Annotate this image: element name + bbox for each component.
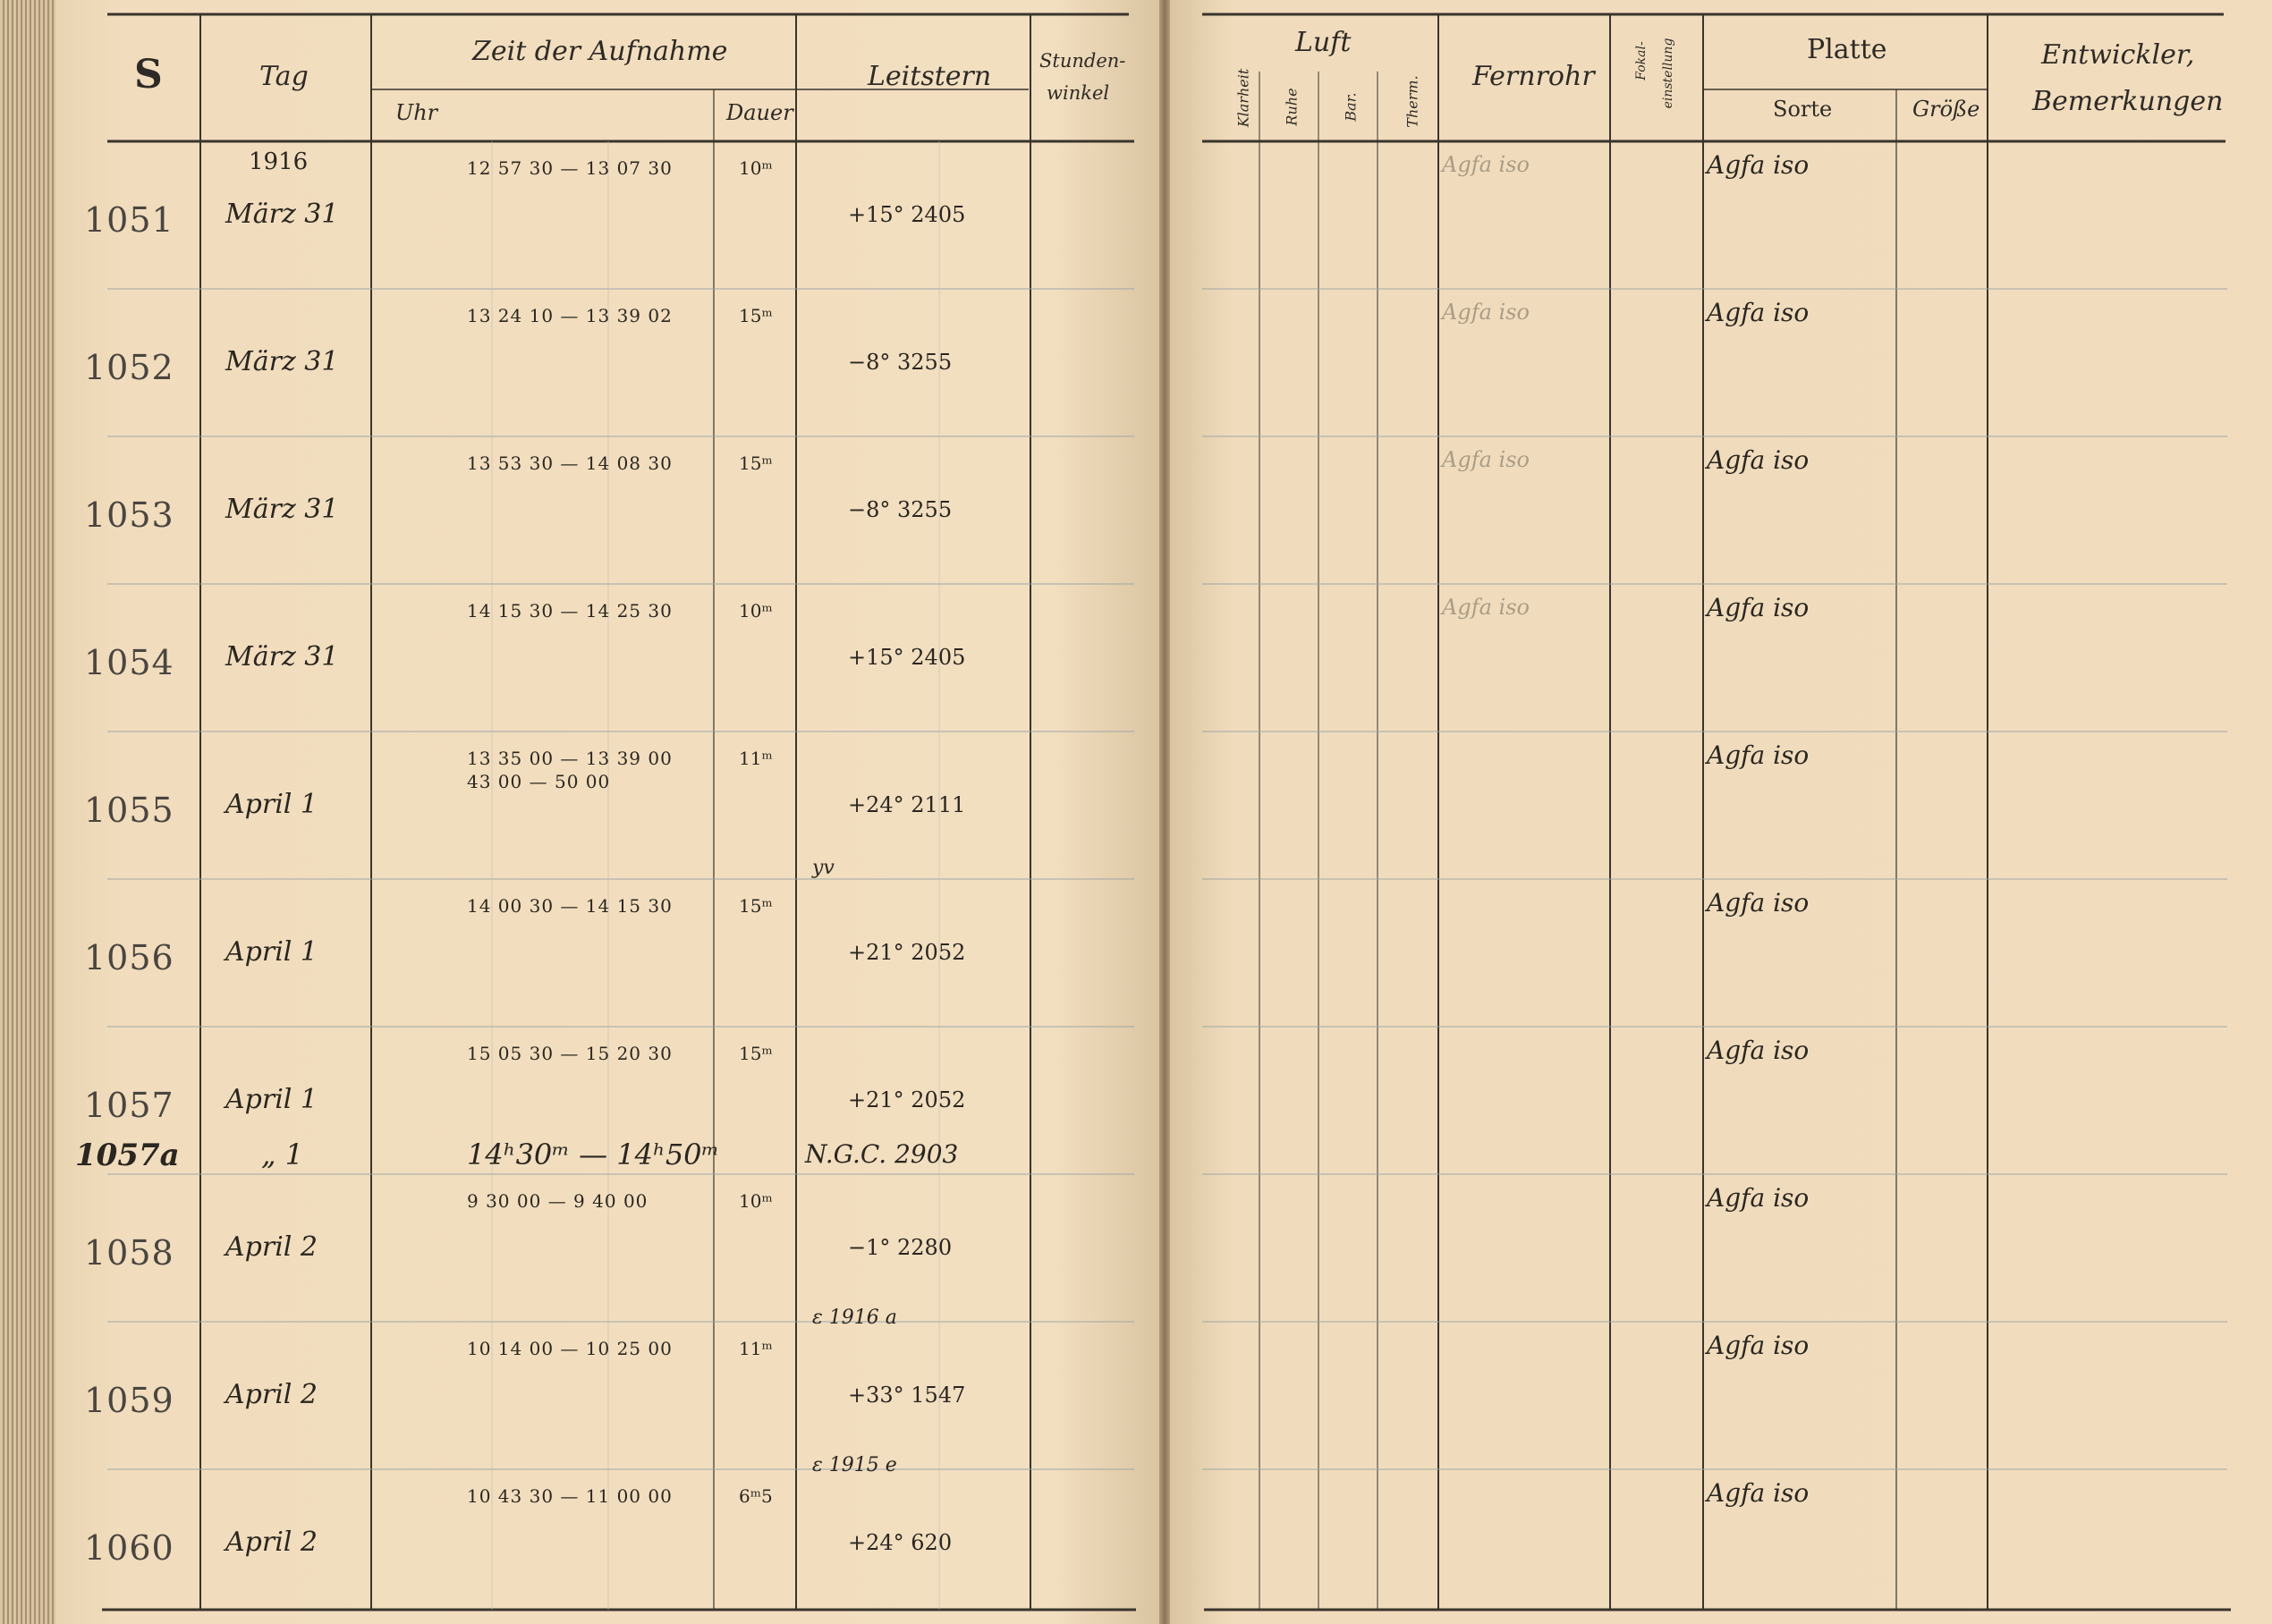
row-leitstern: +33° 1547 bbox=[848, 1383, 966, 1408]
header-entwickler-2: Bemerkungen bbox=[2032, 86, 2224, 117]
row-leitstern: +24° 2111 bbox=[848, 792, 966, 817]
row-time: 10 14 00 — 10 25 00 bbox=[467, 1338, 673, 1359]
row-note: yv bbox=[812, 857, 835, 879]
row-duration: 15ᵐ bbox=[739, 305, 773, 326]
header-fernrohr: Fernrohr bbox=[1472, 61, 1595, 92]
row-number: 1055 bbox=[84, 791, 174, 830]
header-stundenwinkel-2: winkel bbox=[1047, 82, 1110, 104]
header-therm: Therm. bbox=[1403, 75, 1421, 128]
row-leitstern: +21° 2052 bbox=[848, 1087, 966, 1112]
row-plate: Agfa iso bbox=[1707, 1331, 1810, 1360]
header-tag: Tag bbox=[259, 61, 309, 92]
header-entwickler-1: Entwickler, bbox=[2041, 39, 2195, 71]
header-klarheit: Klarheit bbox=[1234, 68, 1252, 128]
row-duration: 15ᵐ bbox=[739, 453, 773, 474]
row-duration: 15ᵐ bbox=[739, 895, 773, 917]
header-bar: Bar. bbox=[1342, 92, 1360, 122]
row-date: März 31 bbox=[225, 346, 339, 377]
row-number: 1059 bbox=[84, 1381, 174, 1420]
row-duration: 11ᵐ bbox=[739, 748, 773, 769]
row-duration: 10ᵐ bbox=[739, 157, 773, 179]
row-1057a-s: 1057a bbox=[75, 1138, 180, 1173]
row-leitstern: +15° 2405 bbox=[848, 645, 966, 670]
header-dauer: Dauer bbox=[726, 100, 793, 125]
row-time: 13 53 30 — 14 08 30 bbox=[467, 453, 673, 474]
row-plate: Agfa iso bbox=[1707, 888, 1810, 918]
header-fokal-1: Fokal- bbox=[1634, 41, 1649, 80]
row-leitstern: +15° 2405 bbox=[848, 202, 966, 227]
row-duration: 10ᵐ bbox=[739, 600, 773, 622]
row-time: 15 05 30 — 15 20 30 bbox=[467, 1043, 673, 1064]
row-time: 13 35 00 — 13 39 00 bbox=[467, 748, 673, 769]
row-plate: Agfa iso bbox=[1707, 740, 1810, 770]
header-luft: Luft bbox=[1295, 27, 1352, 58]
row-duration: 15ᵐ bbox=[739, 1043, 773, 1064]
header-fokal-2: einstellung bbox=[1661, 38, 1675, 109]
row-date: April 1 bbox=[225, 789, 318, 820]
row-number: 1052 bbox=[84, 348, 174, 387]
row-date: April 2 bbox=[225, 1231, 318, 1263]
row-number: 1057 bbox=[84, 1086, 174, 1125]
row-leitstern: +21° 2052 bbox=[848, 940, 966, 965]
row-1057a-leitstern: N.G.C. 2903 bbox=[805, 1139, 959, 1169]
header-zeit: Zeit der Aufnahme bbox=[472, 36, 728, 67]
row-duration: 11ᵐ bbox=[739, 1338, 773, 1359]
row-date: April 1 bbox=[225, 1084, 318, 1115]
row-duration: 6ᵐ5 bbox=[739, 1485, 773, 1507]
row-number: 1054 bbox=[84, 643, 174, 682]
header-uhr: Uhr bbox=[395, 100, 438, 125]
row-plate: Agfa iso bbox=[1707, 150, 1810, 180]
row-plate: Agfa iso bbox=[1707, 1036, 1810, 1065]
row-time: 9 30 00 — 9 40 00 bbox=[467, 1190, 649, 1212]
header-platte: Platte bbox=[1807, 34, 1887, 65]
header-sorte: Sorte bbox=[1773, 97, 1833, 122]
row-leitstern: +24° 620 bbox=[848, 1530, 953, 1555]
header-stundenwinkel-1: Stunden- bbox=[1039, 50, 1126, 72]
row-duration: 10ᵐ bbox=[739, 1190, 773, 1212]
row-time-second: 43 00 — 50 00 bbox=[467, 771, 611, 792]
row-leitstern: −8° 3255 bbox=[848, 497, 953, 522]
row-number: 1051 bbox=[84, 200, 174, 240]
row-number: 1056 bbox=[84, 938, 174, 977]
row-time: 12 57 30 — 13 07 30 bbox=[467, 157, 673, 179]
row-plate: Agfa iso bbox=[1707, 593, 1810, 622]
row-fernrohr-mark: Agfa iso bbox=[1442, 152, 1530, 177]
row-plate: Agfa iso bbox=[1707, 298, 1810, 327]
header-groesse: Größe bbox=[1912, 97, 1980, 122]
row-plate: Agfa iso bbox=[1707, 1183, 1810, 1213]
row-plate: Agfa iso bbox=[1707, 445, 1810, 475]
row-fernrohr-mark: Agfa iso bbox=[1442, 595, 1530, 620]
row-leitstern: −1° 2280 bbox=[848, 1235, 953, 1260]
row-fernrohr-mark: Agfa iso bbox=[1442, 300, 1530, 325]
row-date: März 31 bbox=[225, 199, 339, 230]
header-leitstern: Leitstern bbox=[868, 61, 992, 92]
row-number: 1058 bbox=[84, 1233, 174, 1273]
row-fernrohr-mark: Agfa iso bbox=[1442, 447, 1530, 472]
header-ruhe: Ruhe bbox=[1283, 88, 1301, 126]
header-s: S bbox=[134, 52, 163, 97]
row-number: 1053 bbox=[84, 495, 174, 535]
row-time: 14 00 30 — 14 15 30 bbox=[467, 895, 673, 917]
year-label: 1916 bbox=[249, 148, 309, 175]
row-note: ε 1915 e bbox=[812, 1454, 897, 1476]
row-date: März 31 bbox=[225, 494, 339, 525]
row-number: 1060 bbox=[84, 1528, 174, 1568]
row-leitstern: −8° 3255 bbox=[848, 350, 953, 375]
row-date: April 1 bbox=[225, 936, 318, 968]
row-note: ε 1916 a bbox=[812, 1307, 897, 1329]
row-date: April 2 bbox=[225, 1379, 318, 1410]
row-date: April 2 bbox=[225, 1527, 318, 1558]
row-1057a-time: 14ʰ30ᵐ — 14ʰ50ᵐ bbox=[467, 1138, 720, 1171]
row-date: März 31 bbox=[225, 641, 339, 672]
row-plate: Agfa iso bbox=[1707, 1478, 1810, 1508]
row-time: 10 43 30 — 11 00 00 bbox=[467, 1485, 673, 1507]
row-time: 13 24 10 — 13 39 02 bbox=[467, 305, 673, 326]
row-1057a-tag: „ 1 bbox=[261, 1138, 304, 1171]
row-time: 14 15 30 — 14 25 30 bbox=[467, 600, 673, 622]
